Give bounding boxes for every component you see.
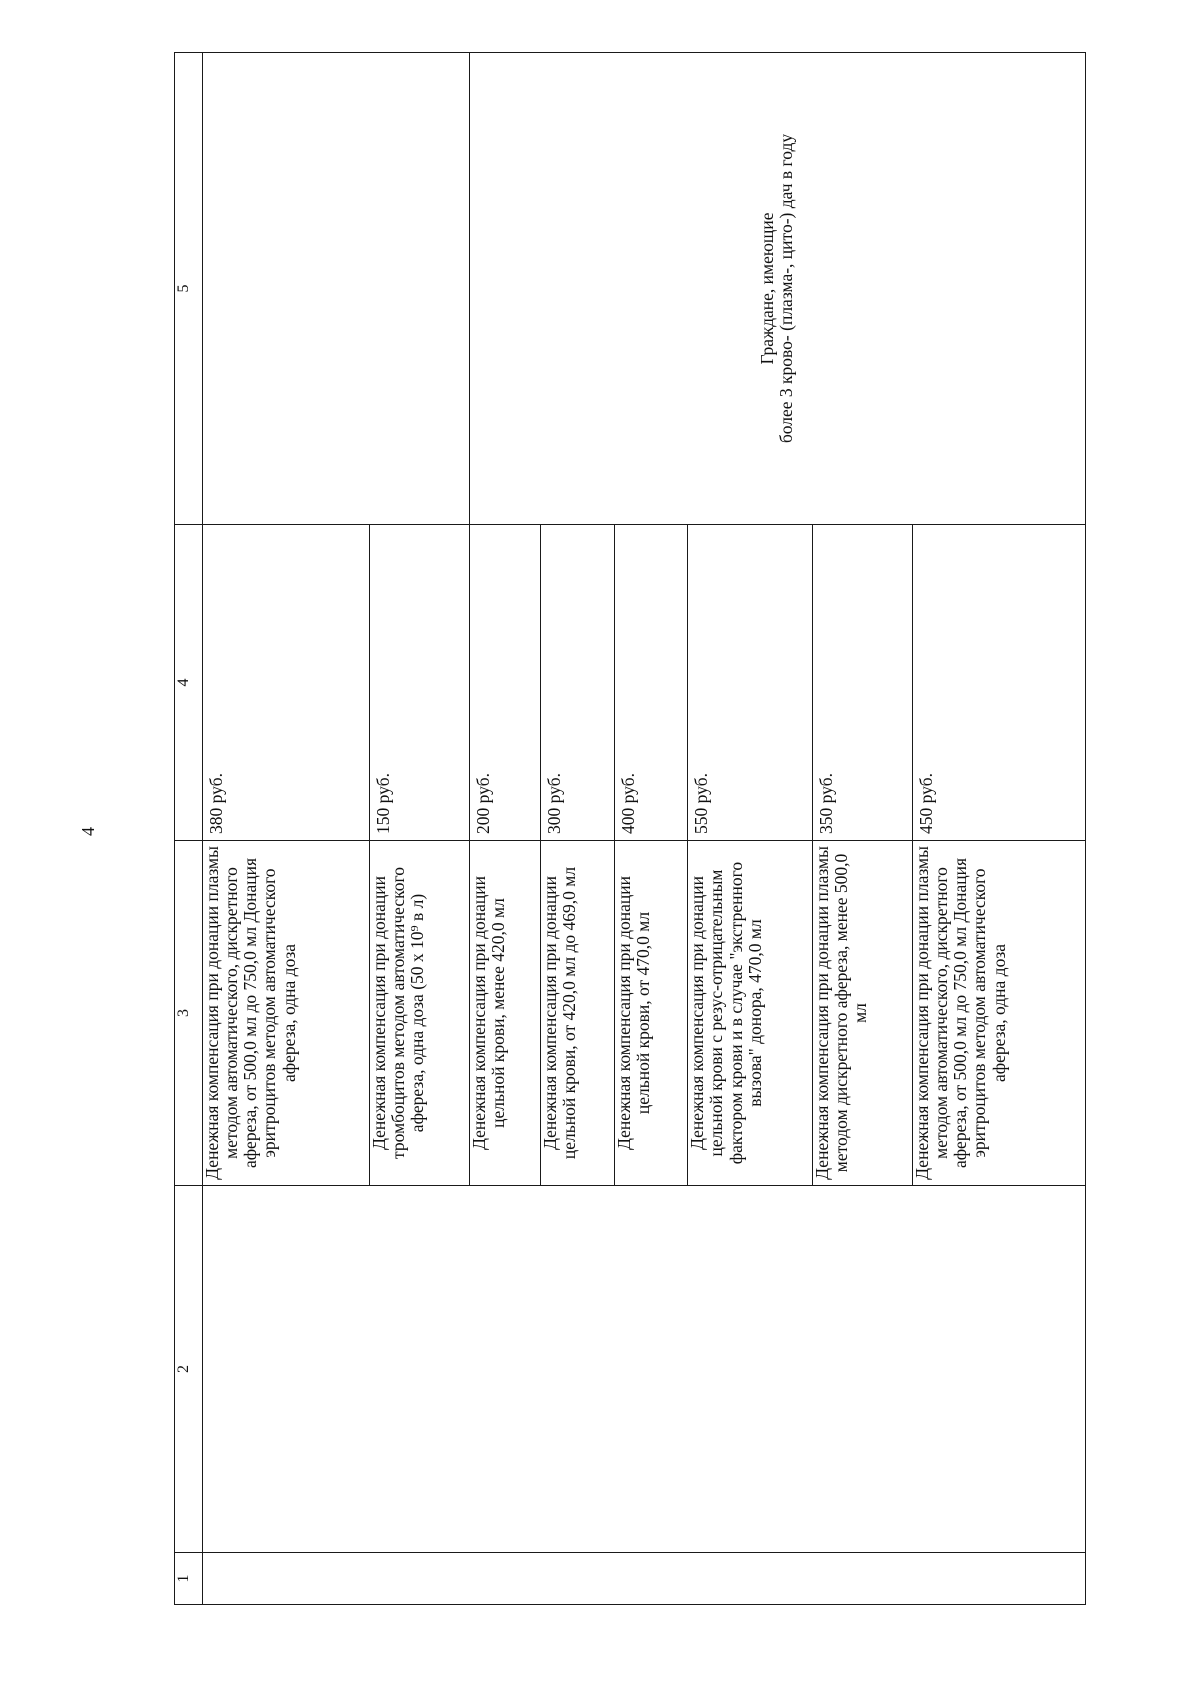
category-line-1: Граждане, имеющие xyxy=(757,212,778,365)
row-amount: 400 руб. xyxy=(614,525,687,841)
row-amount: 450 руб. xyxy=(912,525,1086,841)
row-amount: 300 руб. xyxy=(541,525,614,841)
compensation-table xyxy=(174,52,1086,1605)
category-line-2: более 3 крово- (плазма-, цито-) дач в году xyxy=(776,133,797,444)
page-number: 4 xyxy=(78,827,98,836)
category-cell xyxy=(469,53,1085,525)
row-amount: 550 руб. xyxy=(688,525,812,841)
row-description: Денежная компенсация при донации цельной крови, менее 420,0 мл xyxy=(469,841,540,1186)
row-amount: 150 руб. xyxy=(369,525,469,841)
row-description: Денежная компенсация при донации цельной крови с резус-отрицательным фактором крови и в случае "экстренного вызова" донора, 470,0 мл xyxy=(688,841,812,1186)
row-description: Денежная компенсация при донации цельной крови, от 470,0 мл xyxy=(614,841,687,1186)
header-cell: 5 xyxy=(175,53,203,525)
table-header-row xyxy=(175,53,203,1605)
header-cell: 2 xyxy=(175,1186,203,1553)
header-cell: 4 xyxy=(175,525,203,841)
row-description: Денежная компенсация при донации плазмы методом дискретного афереза, менее 500,0 мл xyxy=(812,841,912,1186)
cell-empty-col5 xyxy=(202,53,469,525)
row-description: Денежная компенсация при донации плазмы методом автоматического, дискретного афереза, от 500,0 мл до 750,0 мл Донация эритроцитов методом автоматического афереза, одна доза xyxy=(912,841,1086,1186)
row-amount: 200 руб. xyxy=(469,525,540,841)
table-row xyxy=(202,53,369,1605)
cell-empty-col2 xyxy=(202,1186,1085,1553)
header-cell: 3 xyxy=(175,841,203,1186)
header-cell: 1 xyxy=(175,1553,203,1605)
row-description: Денежная компенсация при донации плазмы методом автоматического, дискретного афереза, от 500,0 мл до 750,0 мл Донация эритроцитов методом автоматического афереза, одна доза xyxy=(202,841,369,1186)
row-amount: 350 руб. xyxy=(812,525,912,841)
rotated-table-container xyxy=(174,53,1086,1605)
row-description: Денежная компенсация при донации цельной крови, от 420,0 мл до 469,0 мл xyxy=(541,841,614,1186)
row-amount: 380 руб. xyxy=(202,525,369,841)
row-description: Денежная компенсация при донации тромбоцитов методом автоматического афереза, одна доза (50 х 10⁹ в л) xyxy=(369,841,469,1186)
cell-empty-col1 xyxy=(202,1553,1085,1605)
